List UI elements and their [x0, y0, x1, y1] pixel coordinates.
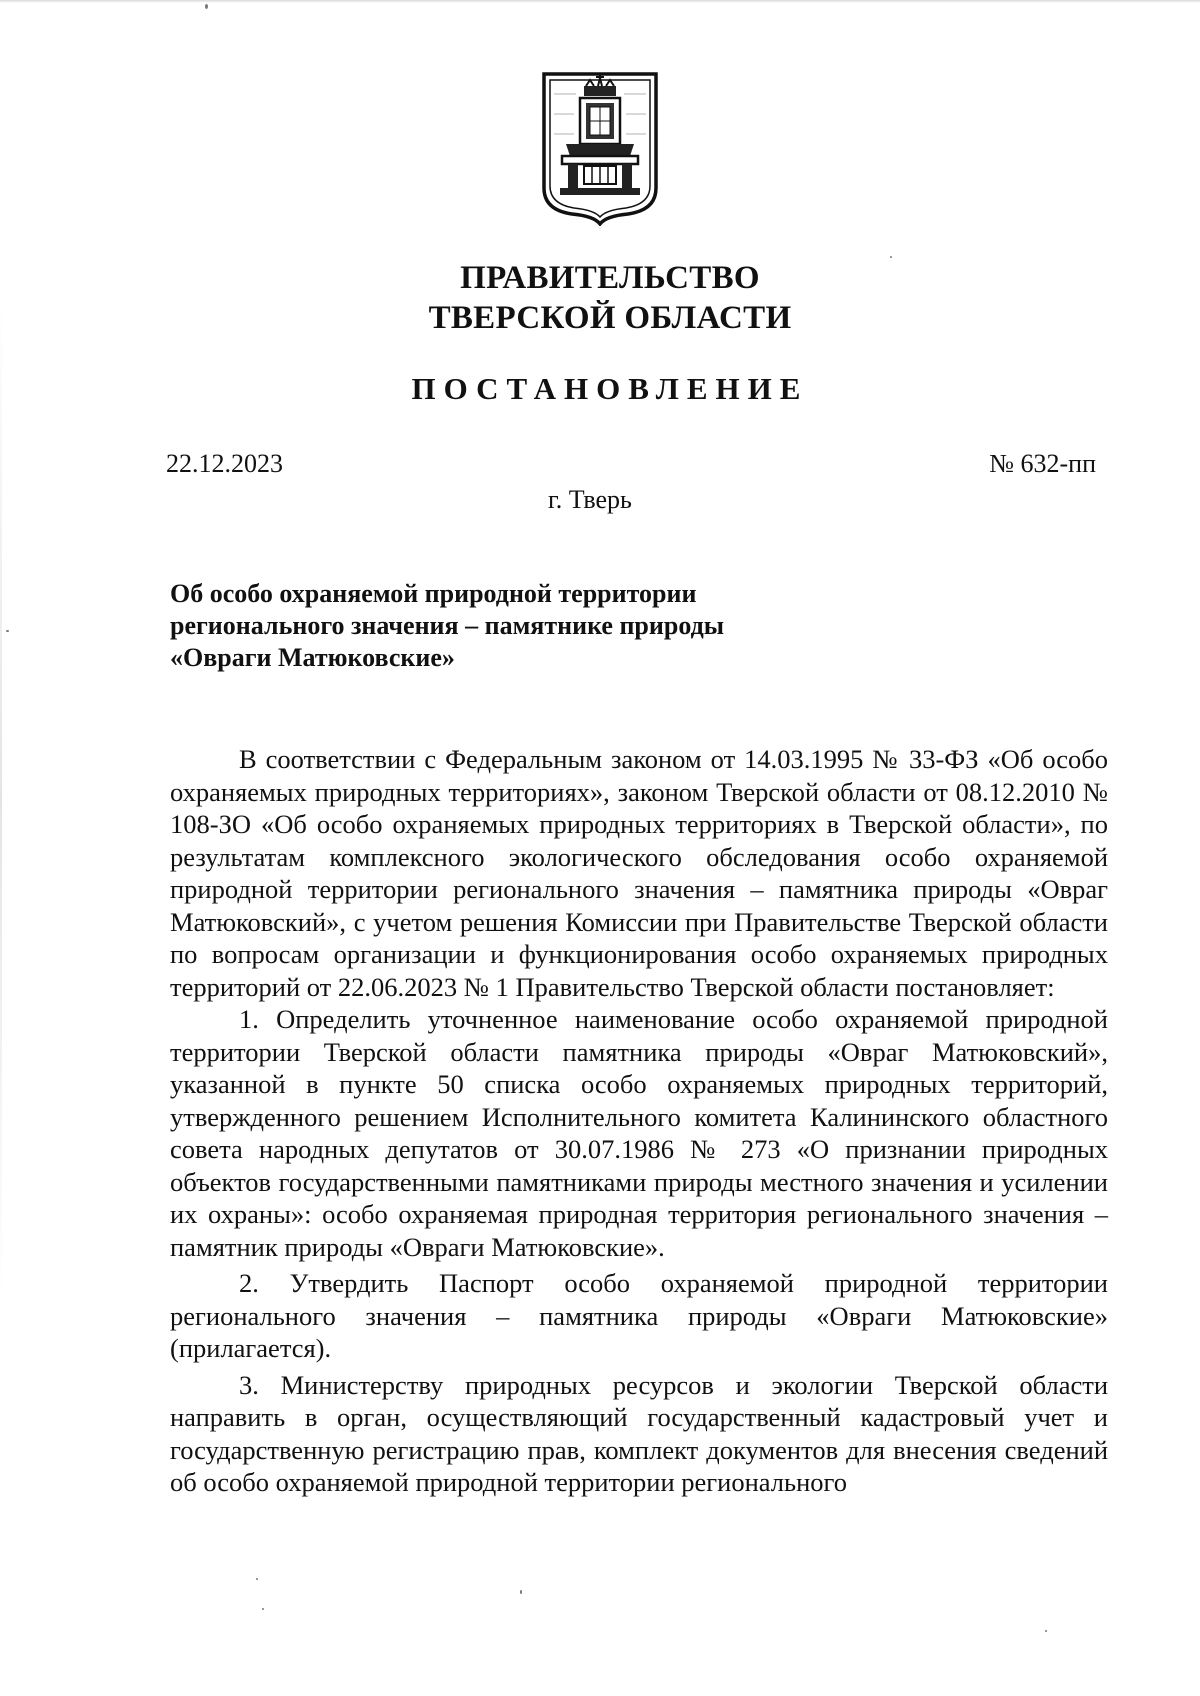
scan-edge-top [0, 0, 1200, 3]
item-3-paragraph: 3. Министерству природных ресурсов и экологии Тверской области направить в орган, осуществляющий государственный кадастровый учет и государственную регистрацию прав, комплект документов для внесения сведений об особо охраняемой природной территории регионального [170, 1369, 1108, 1497]
scan-speck [1045, 1630, 1047, 1632]
scan-speck [256, 1578, 258, 1580]
scan-speck [262, 1608, 264, 1610]
subject-line2: регионального значения – памятнике природы [170, 611, 725, 640]
scan-speck [890, 256, 892, 258]
tver-oblast-coat-of-arms-icon [540, 70, 660, 226]
scan-speck [6, 630, 9, 632]
subject-line1: Об особо охраняемой природной территории [170, 579, 697, 608]
government-name [0, 258, 1200, 338]
scan-edge-left [0, 300, 2, 1300]
document-type: ПОСТАНОВЛЕНИЕ [411, 371, 809, 406]
document-body [170, 743, 1108, 1499]
document-subject [170, 578, 870, 674]
government-name-line2: ТВЕРСКОЙ ОБЛАСТИ [428, 300, 792, 336]
subject-line3: «Овраги Матюковские» [170, 643, 455, 672]
preamble-paragraph: В соответствии с Федеральным законом от 14.03.1995 № 33-ФЗ «Об особо охраняемых природных территориях», законом Тверской области от 08.12.2010 № 108-ЗО «Об особо охраняемых природных территориях в Тверской области», по результатам комплексного экологического обследования особо охраняемой природной территории регионального значения – памятника природы «Овраг Матюковский», с учетом решения Комиссии при Правительстве Тверской области по вопросам организации и функционирования особо охраняемых природных территорий от 22.06.2023 № 1 Правительство Тверской области постановляет: [170, 744, 1108, 1002]
document-city: г. Тверь [548, 485, 632, 514]
scan-speck [520, 1590, 522, 1594]
scan-speck [205, 4, 208, 9]
government-name-line1: ПРАВИТЕЛЬСТВО [460, 260, 760, 296]
item-2-paragraph: 2. Утвердить Паспорт особо охраняемой природной территории регионального значения – памятника природы «Овраги Матюковские» (прилагается). [170, 1268, 1108, 1363]
item-1-paragraph: 1. Определить уточненное наименование особо охраняемой природной территории Тверской области памятника природы «Овраг Матюковский», указанной в пункте 50 списка особо охраняемых природных территорий, утвержденного решением Исполнительного комитета Калининского областного совета народных депутатов от 30.07.1986 № 273 «О признании природных объектов государственными памятниками природы местного значения и усилении их охраны»: особо охраняемая природная территория регионального значения – памятник природы «Овраги Матюковские». [170, 1004, 1108, 1262]
document-date: 22.12.2023 [166, 449, 283, 478]
document-number: № 632-пп [989, 449, 1096, 478]
